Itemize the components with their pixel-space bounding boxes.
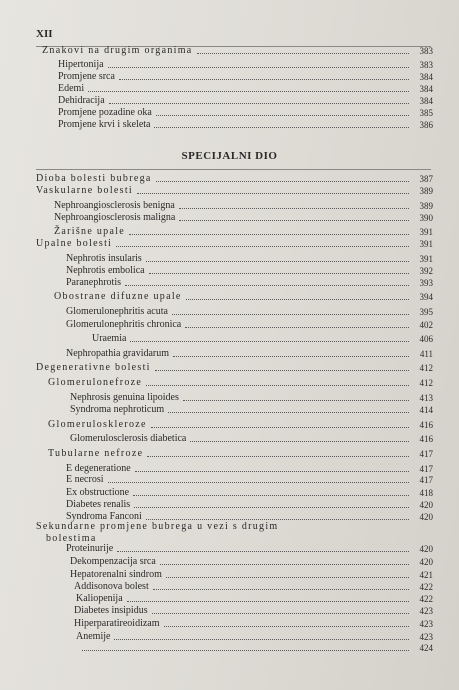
toc-entry-label: Žarišne upale <box>54 226 126 237</box>
dot-leader <box>134 507 409 508</box>
toc-page-number: 423 <box>419 632 433 642</box>
dot-leader <box>166 577 409 578</box>
toc-page-number: 383 <box>419 60 433 70</box>
toc-page-number: 416 <box>419 420 433 430</box>
toc-entry-label: Sekundarne promjene bubrega u vezi s drugim <box>36 521 279 532</box>
dot-leader <box>160 564 409 565</box>
toc-page-number: 386 <box>419 120 433 130</box>
dot-leader <box>119 79 409 80</box>
dot-leader <box>135 471 409 472</box>
toc-page-number: 412 <box>419 378 433 388</box>
toc-entry-label: Glomerulosclerosis diabetica <box>70 433 187 444</box>
toc-entry-label: E degeneratione <box>66 463 131 474</box>
toc-entry <box>58 118 433 131</box>
toc-page-number: 389 <box>419 201 433 211</box>
toc-entry-label: Uraemia <box>92 333 127 344</box>
toc-page-number: 416 <box>419 434 433 444</box>
toc-entry-label: Kaliopenija <box>76 593 123 604</box>
toc-entry <box>36 237 433 250</box>
dot-leader <box>173 356 409 357</box>
dot-leader <box>130 341 409 342</box>
toc-page-number: 414 <box>419 405 433 415</box>
toc-page-number: 384 <box>419 84 433 94</box>
dot-leader <box>154 127 409 128</box>
dot-leader <box>185 327 409 328</box>
section-heading: SPECIJALNI DIO <box>181 150 278 162</box>
toc-page-number: 418 <box>419 488 433 498</box>
dot-leader <box>88 91 409 92</box>
toc-page-number: 394 <box>419 292 433 302</box>
toc-page-number: 411 <box>419 349 433 359</box>
toc-entry-label: Glomerulonefroze <box>48 377 143 388</box>
toc-entry-label: Glomeruloskleroze <box>48 419 147 430</box>
toc-entry <box>54 211 433 224</box>
toc-page-number: 413 <box>419 393 433 403</box>
dot-leader <box>172 314 409 315</box>
toc-entry-label: Nephroangiosclerosis benigna <box>54 200 175 211</box>
toc-entry-label: Vaskularne bolesti <box>36 185 133 196</box>
toc-entry-label: Syndroma Fanconi <box>66 511 142 522</box>
dot-leader <box>153 589 409 590</box>
toc-entry-label: Nephrosis genuina lipoides <box>70 392 179 403</box>
toc-entry <box>66 276 433 289</box>
toc-entry-label: Diabetes insipidus <box>74 605 148 616</box>
toc-page-number: 412 <box>419 363 433 373</box>
dot-leader <box>147 456 409 457</box>
toc-page-number: 387 <box>419 174 433 184</box>
toc-entry <box>74 604 433 617</box>
toc-page-number: 420 <box>419 500 433 510</box>
toc-entry <box>78 641 433 654</box>
dot-leader <box>186 299 409 300</box>
toc-page-number: 420 <box>419 557 433 567</box>
toc-page-number: 383 <box>419 46 433 56</box>
dot-leader <box>151 427 409 428</box>
toc-entry <box>48 376 433 389</box>
dot-leader <box>116 246 409 247</box>
dot-leader <box>146 385 409 386</box>
toc-page-number: 390 <box>419 213 433 223</box>
dot-leader <box>197 53 409 54</box>
toc-page-number: 422 <box>419 594 433 604</box>
toc-entry-label: Znakovi na drugim organima <box>42 45 193 56</box>
toc-entry-label: Paranephrotis <box>66 277 121 288</box>
toc-entry <box>66 542 433 555</box>
toc-entry-label: Promjene srca <box>58 71 115 82</box>
toc-entry <box>92 332 433 345</box>
dot-leader <box>183 400 409 401</box>
toc-entry <box>74 617 433 630</box>
dot-leader <box>179 208 409 209</box>
toc-entry-label: Dehidracija <box>58 95 105 106</box>
toc-entry-label: Hiperparatireoidizam <box>74 618 160 629</box>
dot-leader <box>127 601 409 602</box>
toc-entry-label: Addisonova bolest <box>74 581 149 592</box>
toc-entry <box>42 44 433 57</box>
toc-entry-label: Glomerulonephritis acuta <box>66 306 168 317</box>
toc-entry <box>36 184 433 197</box>
dot-leader <box>133 495 409 496</box>
toc-page-number: 391 <box>419 227 433 237</box>
toc-entry <box>66 347 433 360</box>
toc-entry <box>66 318 433 331</box>
dot-leader <box>146 261 409 262</box>
toc-entry-label: Nephroangiosclerosis maligna <box>54 212 176 223</box>
dot-leader <box>117 551 409 552</box>
toc-page-number: 402 <box>419 320 433 330</box>
dot-leader <box>109 103 409 104</box>
toc-page-number: 406 <box>419 334 433 344</box>
toc-page-number: 391 <box>419 254 433 264</box>
toc-entry-label: Diabetes renalis <box>66 499 131 510</box>
dot-leader <box>114 639 409 640</box>
toc-page-number: 384 <box>419 72 433 82</box>
dot-leader <box>190 441 409 442</box>
toc-entry <box>70 555 433 568</box>
heading-rule <box>36 169 431 170</box>
toc-entry-label: Nephrotis embolica <box>66 265 145 276</box>
toc-page-number: 420 <box>419 544 433 554</box>
dot-leader <box>108 482 410 483</box>
toc-entry <box>70 432 433 445</box>
toc-entry <box>36 361 433 374</box>
toc-entry-label: Anemije <box>76 631 111 642</box>
toc-page-number: 421 <box>419 570 433 580</box>
toc-entry-label: Edemi <box>58 83 85 94</box>
toc-entry-label: Proteinurije <box>66 543 114 554</box>
toc-entry-label: Promjene krvi i skeleta <box>58 119 151 130</box>
toc-page-number: 393 <box>419 278 433 288</box>
toc-entry-label: E necrosi <box>66 474 104 485</box>
toc-entry <box>70 403 433 416</box>
toc-page-number: 417 <box>419 475 433 485</box>
toc-page-number: 420 <box>419 512 433 522</box>
toc-entry-label: Hipertonija <box>58 59 104 70</box>
toc-entry <box>54 290 433 303</box>
toc-entry-label-continued: bolestima <box>46 533 97 544</box>
toc-page-number: 389 <box>419 186 433 196</box>
toc-entry-label: Nephropathia gravidarum <box>66 348 170 359</box>
dot-leader <box>152 613 409 614</box>
toc-entry <box>48 447 433 460</box>
toc-entry <box>66 473 433 486</box>
toc-entry-label: Dioba bolesti bubrega <box>36 173 152 184</box>
toc-entry-label: Obostrane difuzne upale <box>54 291 182 302</box>
toc-page-number: 423 <box>419 606 433 616</box>
dot-leader <box>164 626 409 627</box>
toc-entry <box>48 418 433 431</box>
toc-page-number: 417 <box>419 464 433 474</box>
toc-entry-label: Nephrotis insularis <box>66 253 142 264</box>
dot-leader <box>179 220 409 221</box>
toc-entry-label: Promjene pozadine oka <box>58 107 152 118</box>
toc-page-number: 392 <box>419 266 433 276</box>
toc-page-number: 384 <box>419 96 433 106</box>
dot-leader <box>137 193 409 194</box>
dot-leader <box>155 370 409 371</box>
toc-page-number: 395 <box>419 307 433 317</box>
dot-leader <box>156 181 409 182</box>
toc-page-number: 417 <box>419 449 433 459</box>
toc-entry-label: Degenerativne bolesti <box>36 362 151 373</box>
toc-entry-label: Ex obstructione <box>66 487 130 498</box>
dot-leader <box>156 115 409 116</box>
dot-leader <box>168 412 409 413</box>
toc-entry-label: Hepatorenalni sindrom <box>70 569 162 580</box>
toc-entry-label: Glomerulonephritis chronica <box>66 319 182 330</box>
page-number: XII <box>36 28 53 40</box>
toc-page-number: 385 <box>419 108 433 118</box>
dot-leader <box>82 650 409 651</box>
dot-leader <box>125 285 409 286</box>
toc-entry <box>66 305 433 318</box>
toc-page-number: 422 <box>419 582 433 592</box>
toc-entry-label: Upalne bolesti <box>36 238 113 249</box>
toc-page-number: 423 <box>419 619 433 629</box>
toc-page-number: 424 <box>419 643 433 653</box>
toc-page-number: 391 <box>419 239 433 249</box>
dot-leader <box>146 519 409 520</box>
dot-leader <box>108 67 409 68</box>
dot-leader <box>149 273 409 274</box>
dot-leader <box>129 234 409 235</box>
toc-entry-label: Tubularne nefroze <box>48 448 144 459</box>
toc-entry-label: Syndroma nephroticum <box>70 404 165 415</box>
toc-entry-label: Dekompenzacija srca <box>70 556 156 567</box>
